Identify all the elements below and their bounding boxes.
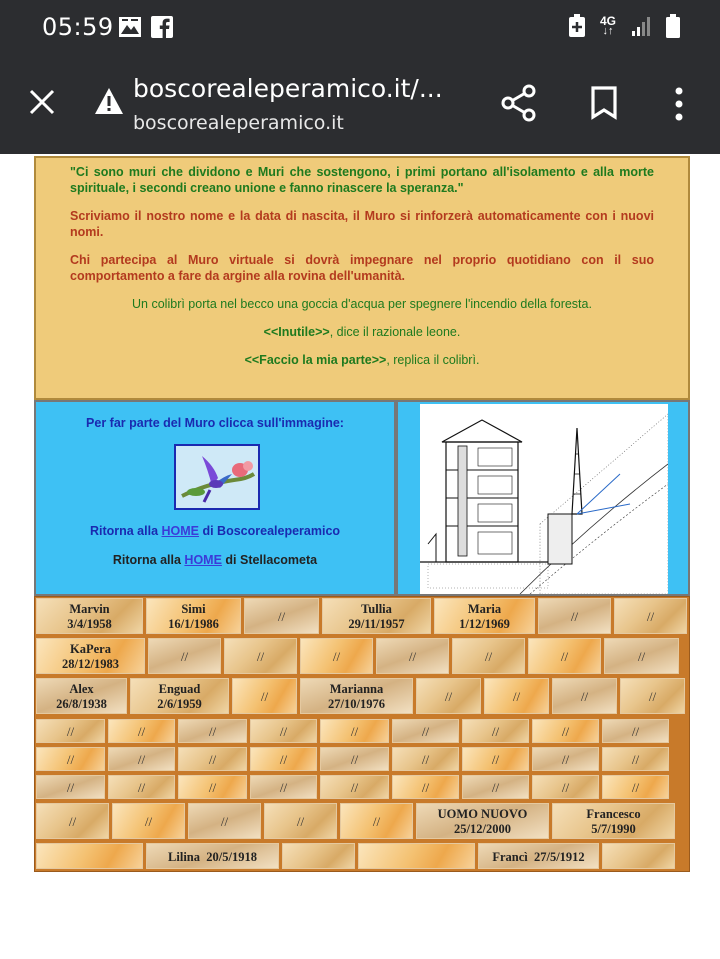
brick-empty-mark: //	[180, 649, 189, 664]
status-bar	[0, 0, 720, 56]
colibri-reply-line	[70, 352, 654, 368]
wall-brick-empty	[602, 719, 669, 743]
url-domain[interactable]: boscorealeperamico.it	[133, 112, 344, 134]
hummingbird-icon	[176, 446, 258, 508]
faccio-rest: , replica il colibrì.	[386, 353, 480, 367]
gallery-icon	[118, 16, 142, 38]
inutile-rest: , dice il razionale leone.	[329, 325, 461, 339]
brick-empty-mark: //	[561, 724, 570, 739]
brick-empty-mark: //	[646, 609, 655, 624]
brick-empty-mark: //	[220, 814, 229, 829]
wall-brick-empty	[320, 775, 389, 799]
wall-brick-blank	[36, 843, 143, 869]
wall-brick-empty	[620, 678, 685, 714]
wall-brick-name	[552, 803, 675, 839]
url-title[interactable]: boscorealeperamico.it/...	[133, 74, 443, 103]
wall-brick-empty	[112, 803, 185, 839]
brick-empty-mark: //	[279, 752, 288, 767]
brick-empty-mark: //	[444, 689, 453, 704]
brick-empty-mark: //	[137, 780, 146, 795]
brick-empty-mark: //	[137, 752, 146, 767]
brick-empty-mark: //	[350, 724, 359, 739]
brick-name: Marvin	[69, 602, 110, 616]
brick-empty-mark: //	[277, 609, 286, 624]
wall-brick-empty	[250, 719, 317, 743]
brick-empty-mark: //	[137, 724, 146, 739]
facebook-icon	[151, 16, 173, 38]
brick-empty-mark: //	[491, 724, 500, 739]
network-arrows-icon: ↓↑	[602, 25, 614, 37]
wall-brick-empty	[484, 678, 549, 714]
brick-date: 16/1/1986	[168, 617, 219, 631]
wall-brick-blank	[602, 843, 675, 869]
wall-brick-empty	[614, 598, 687, 634]
home-link-1[interactable]: HOME	[161, 524, 199, 538]
brick-empty-mark: //	[491, 780, 500, 795]
brick-empty-mark: //	[256, 649, 265, 664]
wall-brick-empty	[532, 719, 599, 743]
brick-empty-mark: //	[512, 689, 521, 704]
brick-empty-mark: //	[421, 752, 430, 767]
battery-saver-icon	[568, 14, 586, 38]
wall-brick-empty	[148, 638, 221, 674]
home-link-stellacometa	[36, 553, 394, 567]
wall-brick-empty	[416, 678, 481, 714]
brick-empty-mark: //	[296, 814, 305, 829]
brick-empty-mark: //	[560, 649, 569, 664]
wall-brick-empty	[376, 638, 449, 674]
brick-empty-mark: //	[561, 752, 570, 767]
wall-brick-empty	[232, 678, 297, 714]
brick-empty-mark: //	[208, 724, 217, 739]
brick-empty-mark: //	[570, 609, 579, 624]
diagram-panel	[396, 400, 690, 596]
wall-brick-empty	[528, 638, 601, 674]
close-icon[interactable]	[28, 88, 56, 116]
wall-brick-name	[300, 678, 413, 714]
brick-empty-mark: //	[421, 780, 430, 795]
wall-brick-empty	[108, 747, 175, 771]
wall-brick-blank	[358, 843, 475, 869]
wall-brick-empty	[462, 775, 529, 799]
wall-brick-empty	[602, 747, 669, 771]
brick-empty-mark: //	[260, 689, 269, 704]
wall-brick-name	[36, 678, 127, 714]
brick-date: 3/4/1958	[67, 617, 112, 631]
brick-empty-mark: //	[279, 780, 288, 795]
brick-empty-mark: //	[208, 780, 217, 795]
brick-name: Maria	[467, 602, 502, 616]
network-type: 4G	[599, 14, 616, 28]
wall-brick-name	[434, 598, 535, 634]
wall-brick-empty	[250, 747, 317, 771]
brick-date: 5/7/1990	[591, 822, 636, 836]
brick-empty-mark: //	[648, 689, 657, 704]
wall-brick-empty	[532, 747, 599, 771]
brick-name: Enguad	[158, 682, 201, 696]
wall-brick-name	[416, 803, 549, 839]
wall-brick-empty	[178, 775, 247, 799]
wall-brick-empty	[340, 803, 413, 839]
signal-icon	[630, 15, 652, 37]
wall-brick-empty	[462, 747, 529, 771]
brick-wall	[34, 596, 690, 872]
brick-name: Alex	[69, 682, 94, 696]
wall-brick-empty	[532, 775, 599, 799]
wall-brick-empty	[264, 803, 337, 839]
wall-brick-empty	[602, 775, 669, 799]
wall-brick-blank	[282, 843, 355, 869]
brick-empty-mark: //	[580, 689, 589, 704]
brick-empty-mark: //	[66, 752, 75, 767]
wall-brick-empty	[300, 638, 373, 674]
wall-brick-empty	[224, 638, 297, 674]
network-icon	[600, 16, 616, 36]
brick-empty-mark: //	[421, 724, 430, 739]
wall-brick-empty	[552, 678, 617, 714]
brick-empty-mark: //	[491, 752, 500, 767]
brick-empty-mark: //	[637, 649, 646, 664]
wall-brick-empty	[36, 803, 109, 839]
brick-empty-mark: //	[66, 780, 75, 795]
brick-date: 27/10/1976	[328, 697, 385, 711]
brick-date: 26/8/1938	[56, 697, 107, 711]
wall-brick-empty	[36, 719, 105, 743]
brick-date: 1/12/1969	[459, 617, 510, 631]
bookmark-icon[interactable]	[590, 86, 618, 120]
wall-brick-empty	[392, 747, 459, 771]
write-name-text: Scriviamo il nostro nome e la data di nascita, il Muro si rinforzerà automaticamente con i nuovi nomi.	[70, 209, 654, 239]
brick-empty-mark: //	[631, 724, 640, 739]
brick-empty-mark: //	[631, 752, 640, 767]
wall-brick-empty	[178, 719, 247, 743]
share-icon[interactable]	[500, 84, 538, 122]
brick-empty-mark: //	[350, 780, 359, 795]
brick-inline-text: Francì 27/5/1912	[492, 850, 585, 864]
wall-brick-name	[322, 598, 431, 634]
wall-brick-name	[146, 598, 241, 634]
brick-empty-mark: //	[350, 752, 359, 767]
brick-empty-mark: //	[332, 649, 341, 664]
wall-brick-name	[36, 638, 145, 674]
wall-brick-empty	[36, 747, 105, 771]
wall-brick-inline	[478, 843, 599, 869]
home1-suffix: di Boscorealeperamico	[199, 524, 341, 538]
faccio-strong: <<Faccio la mia parte>>	[244, 353, 387, 367]
brick-empty-mark: //	[279, 724, 288, 739]
brick-empty-mark: //	[408, 649, 417, 664]
brick-name: Marianna	[329, 682, 384, 696]
wall-brick-empty	[178, 747, 247, 771]
lion-line	[70, 324, 654, 340]
wall-brick-empty	[250, 775, 317, 799]
wall-brick-empty	[188, 803, 261, 839]
wall-brick-empty	[320, 747, 389, 771]
brick-date: 28/12/1983	[62, 657, 119, 671]
brick-empty-mark: //	[372, 814, 381, 829]
brick-empty-mark: //	[144, 814, 153, 829]
brick-empty-mark: //	[68, 814, 77, 829]
home-link-2[interactable]: HOME	[184, 553, 222, 567]
brick-empty-mark: //	[631, 780, 640, 795]
hummingbird-image[interactable]	[174, 444, 260, 510]
colibri-text: Un colibrì porta nel becco una goccia d'acqua per spegnere l'incendio della foresta.	[132, 297, 592, 311]
wall-brick-empty	[244, 598, 319, 634]
wall-brick-empty	[462, 719, 529, 743]
brick-name: UOMO NUOVO	[437, 807, 528, 821]
wall-brick-empty	[108, 719, 175, 743]
battery-icon	[666, 14, 680, 38]
brick-empty-mark: //	[484, 649, 493, 664]
retaining-wall-diagram	[420, 404, 668, 594]
warning-icon[interactable]	[94, 86, 124, 116]
wall-brick-inline	[146, 843, 279, 869]
commitment-text: Chi partecipa al Muro virtuale si dovrà impegnare nel proprio quotidiano con il suo comportamento a fare da argine alla rovina dell'umanità.	[70, 253, 654, 283]
brick-inline-text: Lilina 20/5/1918	[168, 850, 257, 864]
wall-brick-empty	[392, 719, 459, 743]
wall-brick-name	[130, 678, 229, 714]
wall-brick-name	[36, 598, 143, 634]
brick-empty-mark: //	[561, 780, 570, 795]
brick-date: 25/12/2000	[454, 822, 511, 836]
inutile-strong: <<Inutile>>	[263, 325, 330, 339]
brick-empty-mark: //	[208, 752, 217, 767]
brick-name: Tullia	[361, 602, 392, 616]
quote-box	[34, 156, 690, 400]
join-prompt: Per far parte del Muro clicca sull'immagine:	[86, 416, 344, 430]
browser-url-bar	[0, 56, 720, 154]
more-vert-icon[interactable]	[672, 86, 686, 122]
brick-name: Francesco	[586, 807, 641, 821]
join-panel	[34, 400, 396, 596]
wall-brick-empty	[392, 775, 459, 799]
home2-prefix: Ritorna alla	[112, 553, 185, 567]
wall-brick-empty	[538, 598, 611, 634]
wall-brick-empty	[36, 775, 105, 799]
wall-brick-empty	[604, 638, 679, 674]
home1-prefix: Ritorna alla	[89, 524, 162, 538]
wall-brick-empty	[452, 638, 525, 674]
wall-brick-empty	[108, 775, 175, 799]
brick-name: Simi	[181, 602, 206, 616]
home2-suffix: di Stellacometa	[221, 553, 318, 567]
status-time: 05:59	[42, 13, 114, 41]
brick-date: 2/6/1959	[157, 697, 202, 711]
wall-brick-empty	[320, 719, 389, 743]
brick-name: KaPera	[70, 642, 111, 656]
brick-date: 29/11/1957	[348, 617, 405, 631]
home-link-boscoreale	[36, 524, 394, 538]
brick-empty-mark: //	[66, 724, 75, 739]
quote-text: "Ci sono muri che dividono e Muri che sostengono, i primi portano all'isolamento e alla morte spirituale, i secondi creano unione e fanno rinascere la speranza."	[70, 165, 654, 195]
